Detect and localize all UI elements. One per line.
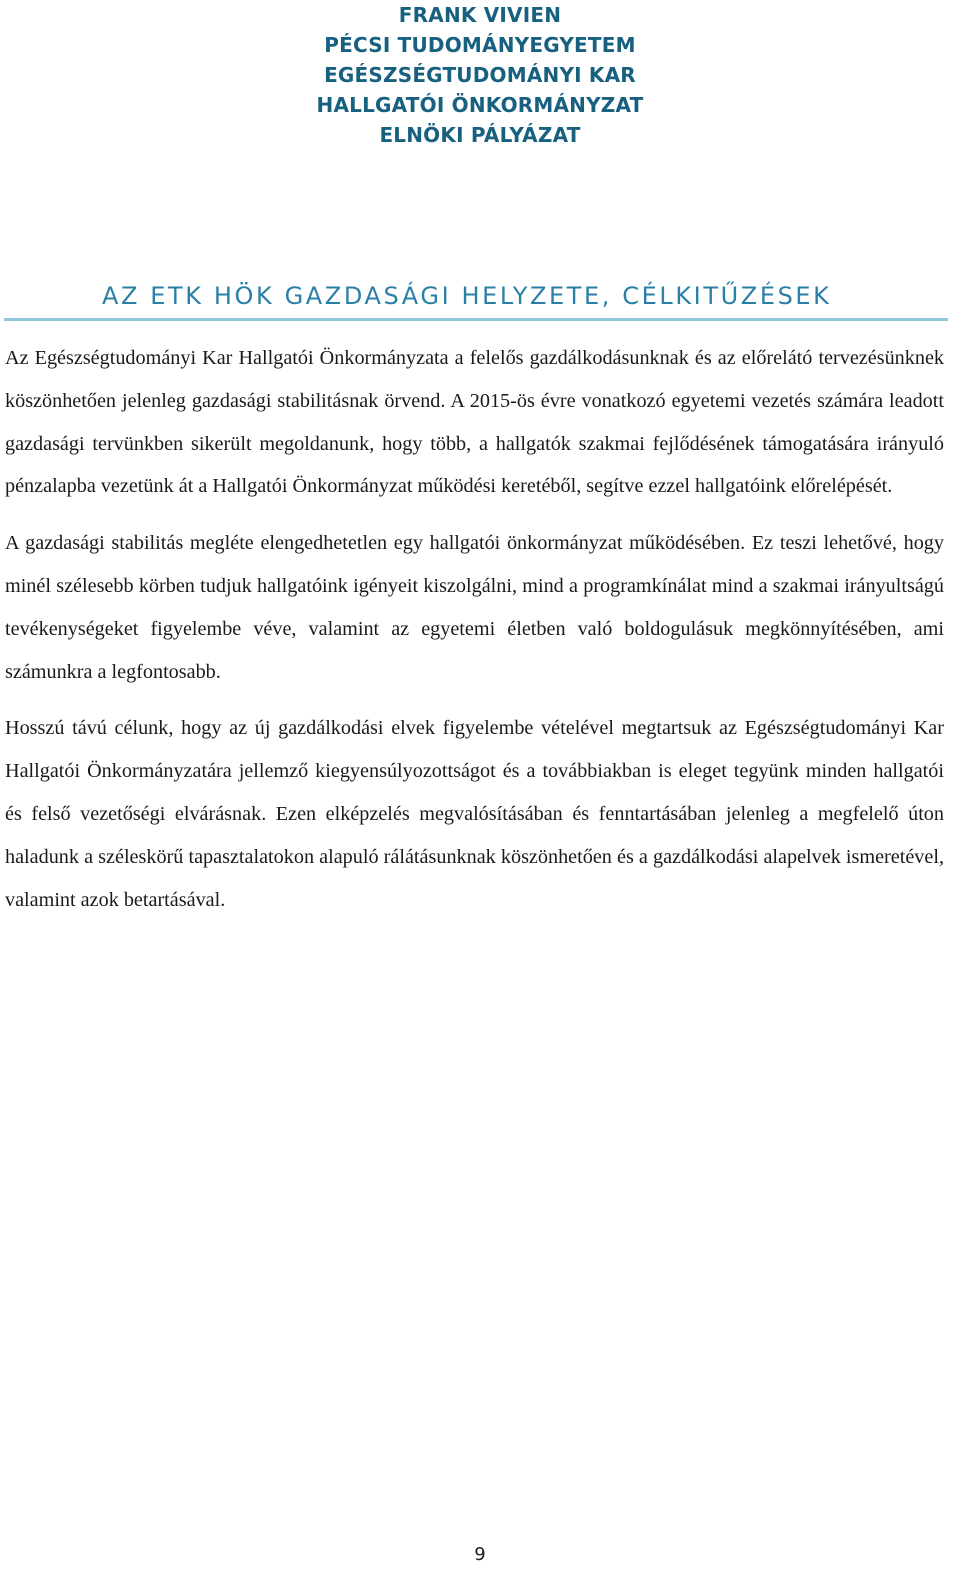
header-organization: HALLGATÓI ÖNKORMÁNYZAT — [316, 93, 644, 117]
header-author: FRANK VIVIEN — [398, 3, 562, 27]
page-number: 9 — [474, 1544, 486, 1565]
document-header — [0, 0, 960, 150]
section-title: AZ ETK HÖK GAZDASÁGI HELYZETE, CÉLKITŰZÉSEK — [102, 282, 832, 310]
header-document-type: ELNÖKI PÁLYÁZAT — [379, 123, 581, 147]
paragraph-3: Hosszú távú célunk, hogy az új gazdálkodási elvek figyelembe vételével megtartsuk az Egészségtudományi Kar Hallgatói Önkormányzatára jellemző kiegyensúlyozottságot és a továbbiakban is eleget tegyünk minden hallgatói és felső vezetőségi elvárásnak. Ezen elképzelés megvalósításában és fenntartásában jelenleg a megfelelő úton haladunk a széleskörű tapasztalatokon alapuló rálátásunknak köszönhetően és a gazdálkodási alapelvek ismeretével, valamint azok betartásával. — [5, 717, 944, 911]
header-university: PÉCSI TUDOMÁNYEGYETEM — [324, 33, 636, 57]
paragraph-2: A gazdasági stabilitás megléte elengedhetetlen egy hallgatói önkormányzat működésében. Ez teszi lehetővé, hogy minél szélesebb körben tudjuk hallgatóink igényeit kiszolgálni, mind a programkínálat mind a szakmai irányultságú tevékenységeket figyelembe véve, valamint az egyetemi életben való boldogulásuk megkönnyítésében, ami számunkra a legfontosabb. — [5, 532, 944, 683]
paragraph-1: Az Egészségtudományi Kar Hallgatói Önkormányzata a felelős gazdálkodásunknak és az előrelátó tervezésünknek köszönhetően jelenleg gazdasági stabilitásnak örvend. A 2015-ös évre vonatkozó egyetemi vezetés számára leadott gazdasági tervünkben sikerült megoldanunk, hogy több, a hallgatók szakmai fejlődésének támogatására irányuló pénzalapba vezetünk át a Hallgatói Önkormányzat működési keretéből, segítve ezzel hallgatóink előrelépését. — [5, 347, 944, 498]
section-title-underline — [4, 318, 948, 321]
document-body — [5, 337, 944, 935]
header-faculty: EGÉSZSÉGTUDOMÁNYI KAR — [324, 63, 636, 87]
